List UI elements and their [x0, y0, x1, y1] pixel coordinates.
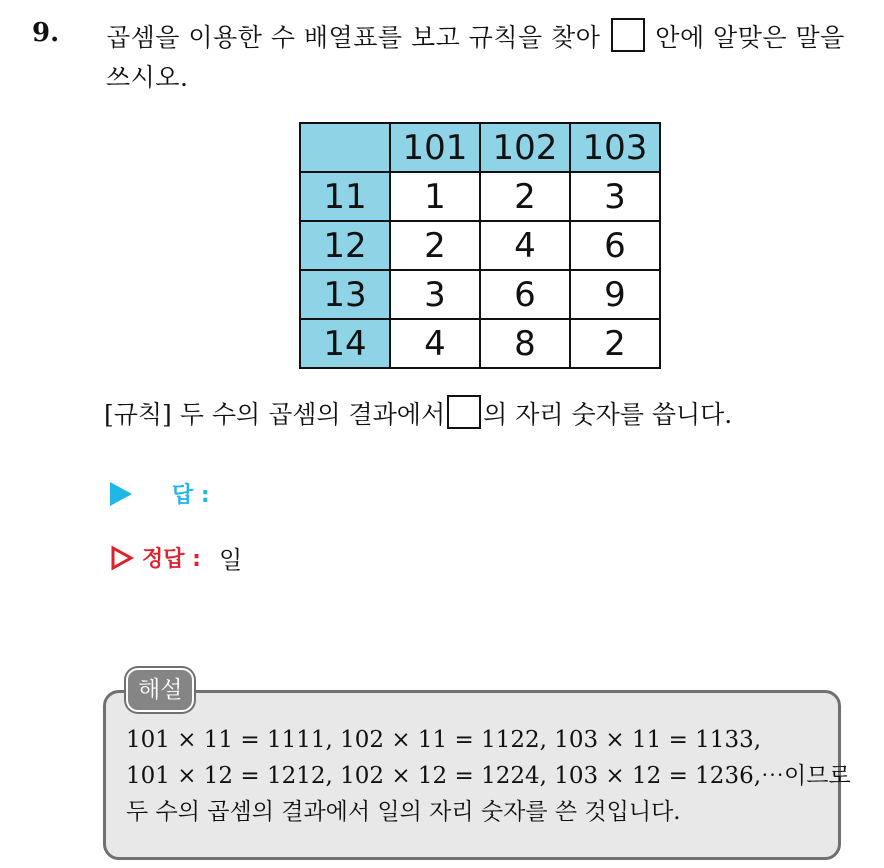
rule-statement: [104, 395, 732, 435]
rule-blank-box: [447, 395, 481, 429]
table-row-header: 11: [300, 172, 390, 221]
explanation-line: 두 수의 곱셈의 결과에서 일의 자리 숫자를 쓴 것입니다.: [126, 799, 681, 825]
table-row: [300, 319, 660, 368]
table-cell: 2: [390, 221, 480, 270]
explanation-line: 101 × 12 = 1212, 102 × 12 = 1224, 103 × 12 = 1236,⋯이므로: [126, 763, 851, 789]
table-cell: 6: [570, 221, 660, 270]
question-line-2: 쓰시오.: [106, 63, 189, 92]
table-cell: 6: [480, 270, 570, 319]
table-header-cell: 103: [570, 123, 660, 172]
table-cell: 4: [480, 221, 570, 270]
table-row-header: 12: [300, 221, 390, 270]
question-text-before-blank: 곱셈을 이용한 수 배열표를 보고 규칙을 찾아: [106, 23, 601, 52]
correct-answer-value: 일: [218, 546, 243, 574]
table-cell: 3: [570, 172, 660, 221]
answer-row: [110, 478, 210, 509]
table-row-header: 13: [300, 270, 390, 319]
multiplication-table: [299, 122, 661, 369]
rule-text-before-blank: [규칙] 두 수의 곱셈의 결과에서: [104, 400, 446, 429]
table-cell: 8: [480, 319, 570, 368]
table-corner-cell: [300, 123, 390, 172]
table-header-cell: 101: [390, 123, 480, 172]
rule-text-after-blank: 의 자리 숫자를 씁니다.: [483, 400, 733, 429]
outline-triangle-icon: [110, 545, 134, 571]
explanation-content: [126, 722, 851, 830]
question-text-after-blank: 안에 알맞은 말을: [655, 23, 845, 52]
table-row: [300, 172, 660, 221]
play-triangle-icon: [110, 482, 132, 506]
table-row-header: 14: [300, 319, 390, 368]
answer-label: 답 :: [172, 483, 210, 508]
table-cell: 2: [570, 319, 660, 368]
question-text: [106, 18, 866, 98]
table-cell: 9: [570, 270, 660, 319]
answer-blank-box: [611, 18, 645, 52]
table-cell: 1: [390, 172, 480, 221]
explanation-tab: 해설: [126, 668, 194, 712]
correct-answer-label: 정답 :: [142, 547, 201, 572]
table-cell: 4: [390, 319, 480, 368]
table-header-row: [300, 123, 660, 172]
table-cell: 3: [390, 270, 480, 319]
table-header-cell: 102: [480, 123, 570, 172]
table-cell: 2: [480, 172, 570, 221]
question-line-1: [106, 18, 866, 58]
table-row: [300, 221, 660, 270]
question-number: 9.: [32, 18, 60, 48]
explanation-line: 101 × 11 = 1111, 102 × 11 = 1122, 103 × 11 = 1133,: [126, 727, 762, 753]
table-row: [300, 270, 660, 319]
correct-answer-row: [110, 540, 242, 575]
